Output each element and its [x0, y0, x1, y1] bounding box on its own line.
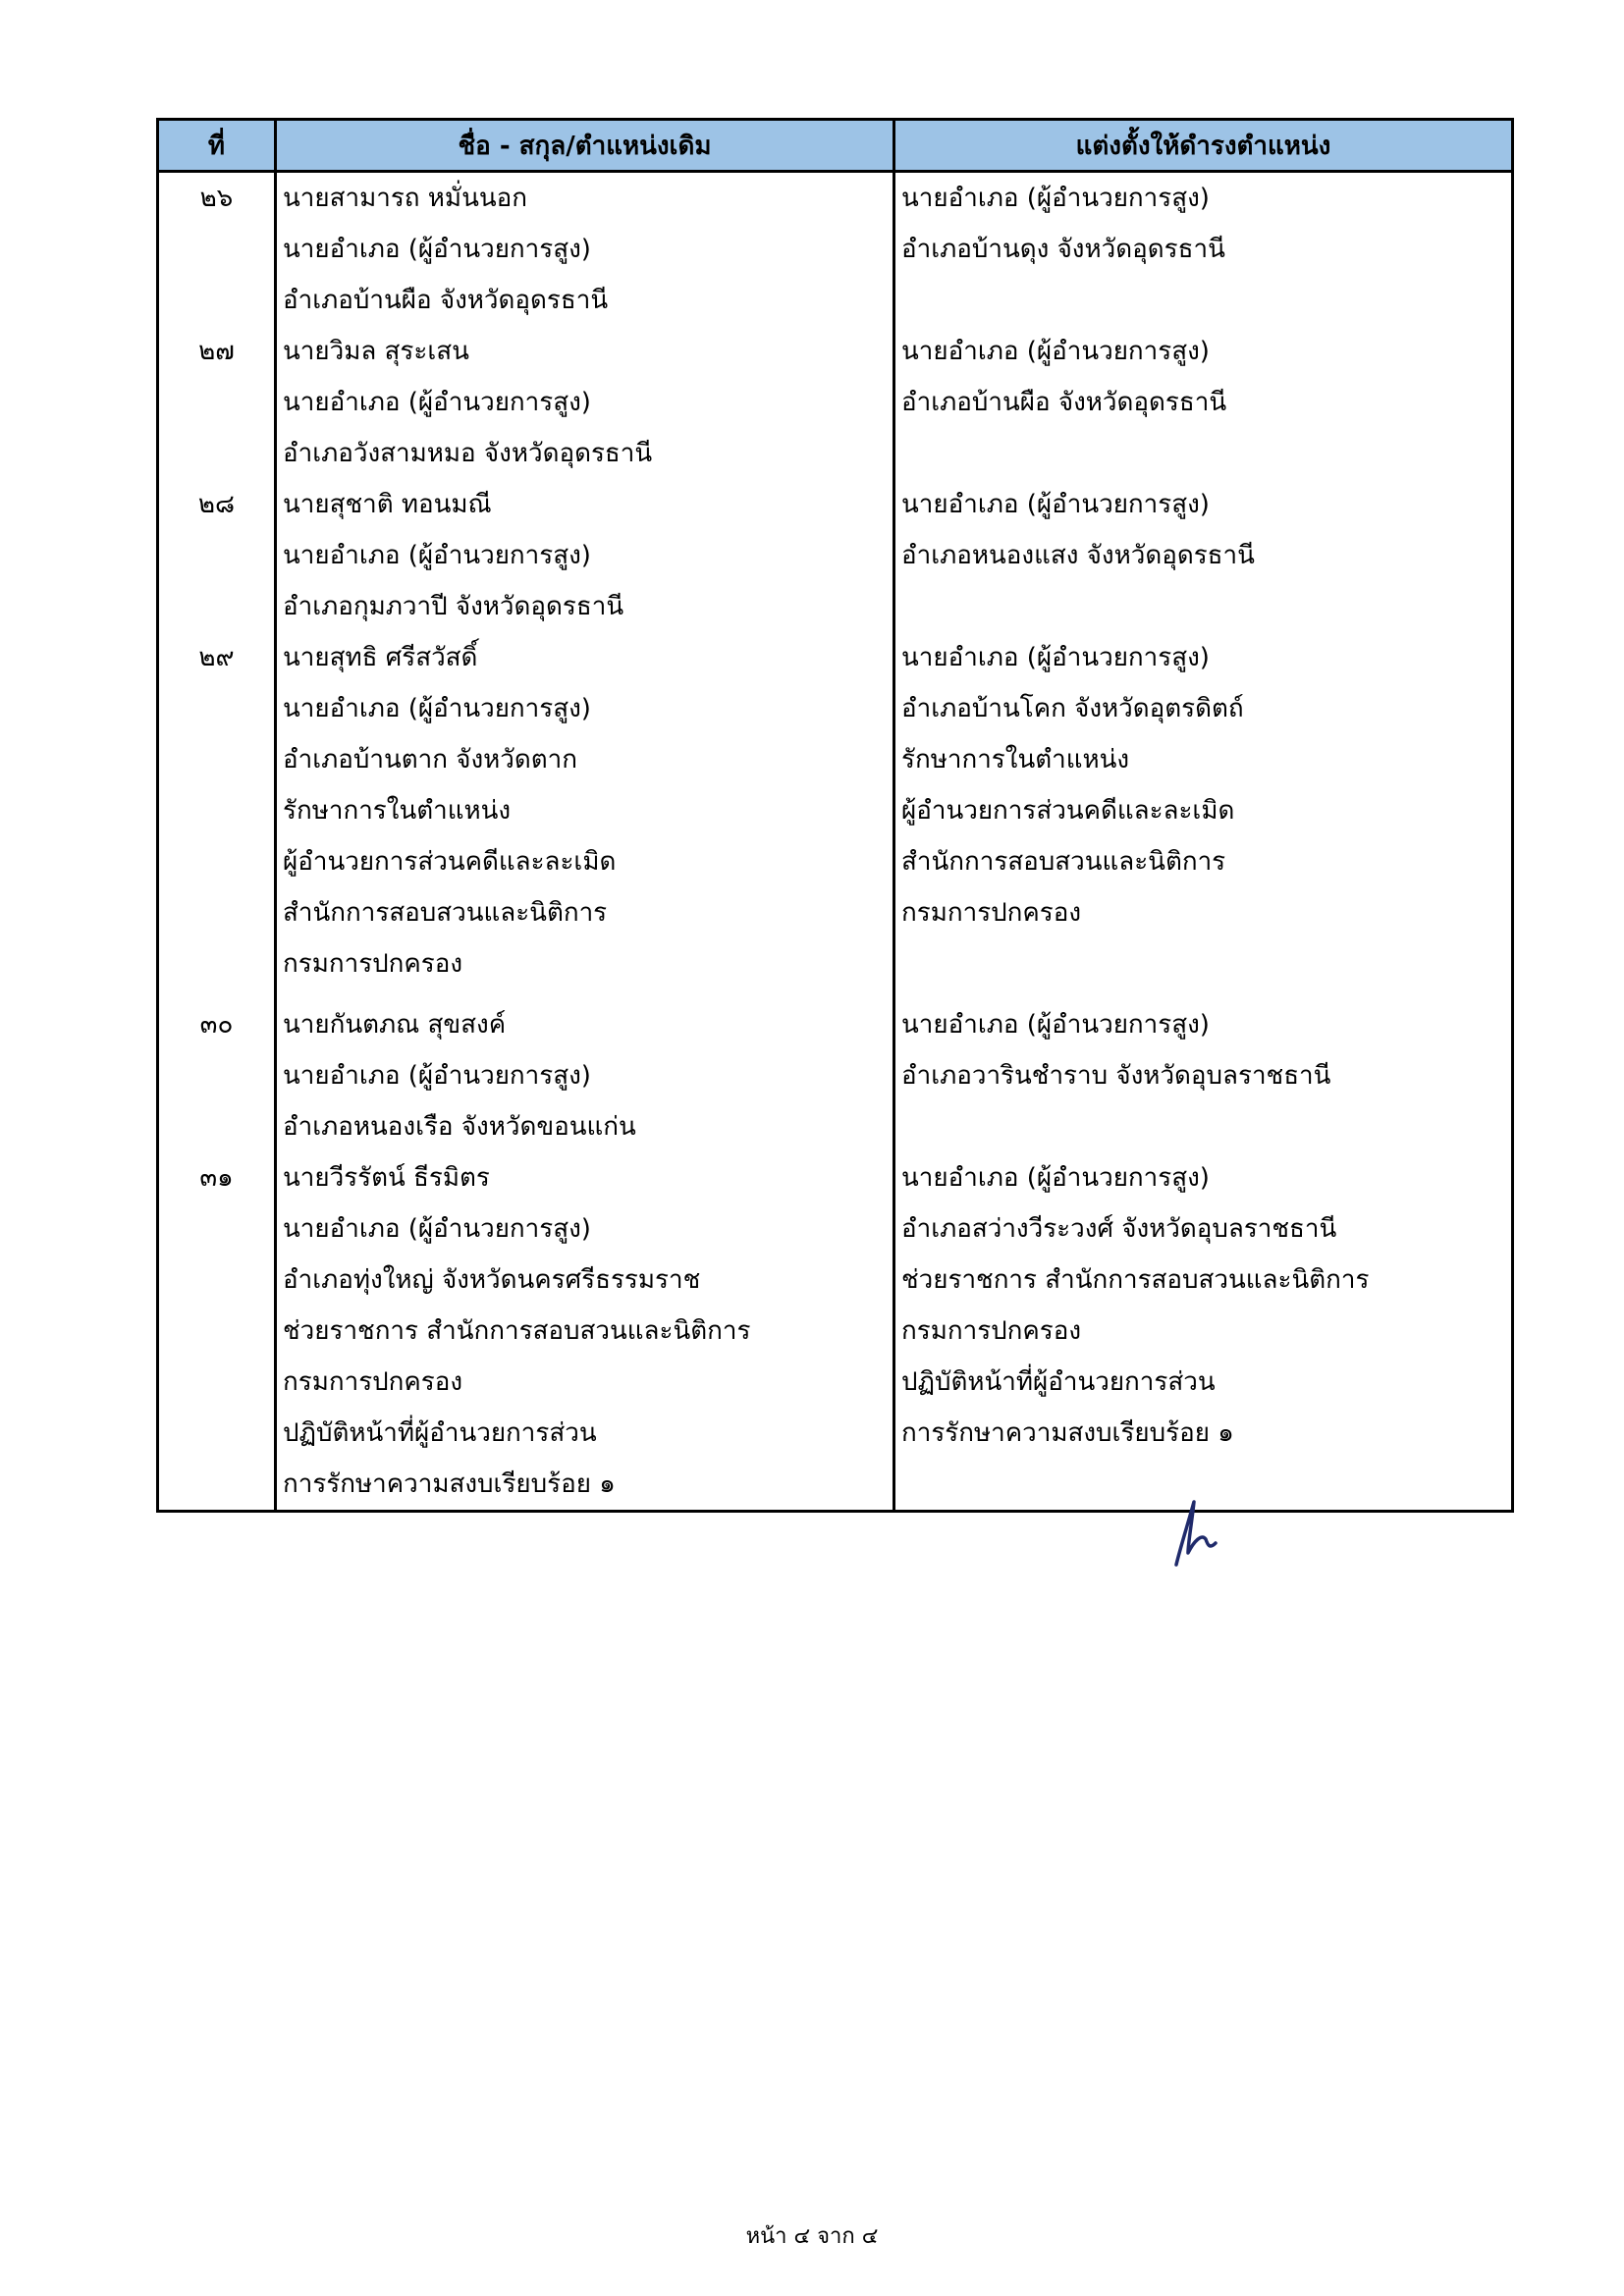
original-position-line: สำนักการสอบสวนและนิติการ [283, 898, 608, 928]
original-position-line: อำเภอทุ่งใหญ่ จังหวัดนครศรีธรรมราช [283, 1265, 701, 1295]
header-original-position: ชื่อ - สกุล/ตำแหน่งเดิม [276, 120, 894, 172]
row-number: ๒๗ [198, 337, 235, 366]
appointed-position-line: อำเภอบ้านผือ จังหวัดอุดรธานี [901, 388, 1227, 417]
original-position-line: นายสามารถ หมั่นนอก [283, 184, 527, 213]
appointed-position-line: นายอำเภอ (ผู้อำนวยการสูง) [901, 184, 1210, 213]
table-row [158, 172, 1513, 327]
row-number: ๒๘ [197, 490, 236, 519]
row-number: ๓๑ [199, 1163, 234, 1193]
original-position-line: นายอำเภอ (ผู้อำนวยการสูง) [283, 694, 591, 723]
original-position-line: นายวีรรัตน์ ธีรมิตร [283, 1163, 490, 1193]
original-position-line: นายอำเภอ (ผู้อำนวยการสูง) [283, 1214, 591, 1244]
appointed-position-line: นายอำเภอ (ผู้อำนวยการสูง) [901, 643, 1210, 672]
header-appointed-position: แต่งตั้งให้ดำรงตำแหน่ง [894, 120, 1513, 172]
appointed-position-line: รักษาการในตำแหน่ง [901, 745, 1130, 774]
original-position-line: อำเภอวังสามหมอ จังหวัดอุดรธานี [283, 439, 653, 468]
original-position-line: อำเภอกุมภวาปี จังหวัดอุดรธานี [283, 592, 624, 621]
appointed-position-line: นายอำเภอ (ผู้อำนวยการสูง) [901, 490, 1210, 519]
original-position-line: นายสุชาติ ทอนมณี [283, 490, 492, 519]
original-position-line: ปฏิบัติหน้าที่ผู้อำนวยการส่วน [283, 1418, 597, 1448]
original-position-line: นายอำเภอ (ผู้อำนวยการสูง) [283, 235, 591, 264]
appointed-position-line: อำเภอบ้านโคก จังหวัดอุตรดิตถ์ [901, 694, 1244, 723]
appointed-position-cell [894, 479, 1513, 632]
appointed-position-line: อำเภอสว่างวีระวงศ์ จังหวัดอุบลราชธานี [901, 1214, 1337, 1244]
table-row [158, 479, 1513, 632]
original-position-line: นายวิมล สุระเสน [283, 337, 469, 366]
original-position-line: ช่วยราชการ สำนักการสอบสวนและนิติการ [283, 1316, 751, 1346]
original-position-line: นายอำเภอ (ผู้อำนวยการสูง) [283, 1061, 591, 1091]
original-position-line: ผู้อำนวยการส่วนคดีและละเมิด [283, 847, 617, 877]
row-number-cell [158, 479, 276, 632]
appointed-position-line: ช่วยราชการ สำนักการสอบสวนและนิติการ [901, 1265, 1370, 1295]
appointed-position-line: นายอำเภอ (ผู้อำนวยการสูง) [901, 1010, 1210, 1040]
appointed-position-cell [894, 326, 1513, 479]
row-number-cell [158, 999, 276, 1152]
row-number-cell [158, 632, 276, 999]
header-number: ที่ [158, 120, 276, 172]
appointed-position-cell [894, 632, 1513, 999]
row-number-cell [158, 326, 276, 479]
appointed-position-line: นายอำเภอ (ผู้อำนวยการสูง) [901, 1163, 1210, 1193]
table-row [158, 999, 1513, 1152]
original-position-cell [276, 479, 894, 632]
row-number: ๓๐ [199, 1010, 234, 1040]
original-position-cell [276, 632, 894, 999]
table-header-row [158, 120, 1513, 172]
appointed-position-line: สำนักการสอบสวนและนิติการ [901, 847, 1226, 877]
appointed-position-line: อำเภอวารินชำราบ จังหวัดอุบลราชธานี [901, 1061, 1331, 1091]
table-body [158, 172, 1513, 1512]
original-position-cell [276, 999, 894, 1152]
original-position-line: กรมการปกครอง [283, 949, 463, 979]
appointed-position-line: อำเภอหนองแสง จังหวัดอุดรธานี [901, 541, 1255, 570]
signature [1159, 1494, 1227, 1573]
appointed-position-line: การรักษาความสงบเรียบร้อย ๑ [901, 1418, 1234, 1448]
original-position-cell [276, 1152, 894, 1512]
appointed-position-line: ปฏิบัติหน้าที่ผู้อำนวยการส่วน [901, 1367, 1216, 1397]
appointed-position-line: กรมการปกครอง [901, 898, 1082, 928]
row-number: ๒๖ [199, 184, 234, 213]
appointed-position-line: อำเภอบ้านดุง จังหวัดอุดรธานี [901, 235, 1225, 264]
appointed-position-cell [894, 1152, 1513, 1512]
appointed-position-cell [894, 999, 1513, 1152]
original-position-cell [276, 326, 894, 479]
original-position-line: อำเภอบ้านผือ จังหวัดอุดรธานี [283, 286, 609, 315]
original-position-line: รักษาการในตำแหน่ง [283, 796, 512, 826]
original-position-line: นายสุทธิ ศรีสวัสดิ์ [283, 643, 478, 672]
appointment-table [156, 118, 1514, 1513]
table-row [158, 632, 1513, 999]
original-position-line: อำเภอหนองเรือ จังหวัดขอนแก่น [283, 1112, 636, 1142]
page-number: หน้า ๔ จาก ๔ [745, 2224, 879, 2249]
original-position-line: นายอำเภอ (ผู้อำนวยการสูง) [283, 388, 591, 417]
row-number-cell [158, 172, 276, 327]
original-position-line: นายกันตภณ สุขสงค์ [283, 1010, 507, 1040]
appointed-position-line: ผู้อำนวยการส่วนคดีและละเมิด [901, 796, 1235, 826]
row-number: ๒๙ [198, 643, 235, 672]
appointed-position-cell [894, 172, 1513, 327]
row-number-cell [158, 1152, 276, 1512]
original-position-line: กรมการปกครอง [283, 1367, 463, 1397]
original-position-line: นายอำเภอ (ผู้อำนวยการสูง) [283, 541, 591, 570]
table-row [158, 326, 1513, 479]
appointed-position-line: กรมการปกครอง [901, 1316, 1082, 1346]
original-position-line: การรักษาความสงบเรียบร้อย ๑ [283, 1469, 616, 1499]
original-position-line: อำเภอบ้านตาก จังหวัดตาก [283, 745, 578, 774]
table-row [158, 1152, 1513, 1512]
appointed-position-line: นายอำเภอ (ผู้อำนวยการสูง) [901, 337, 1210, 366]
original-position-cell [276, 172, 894, 327]
